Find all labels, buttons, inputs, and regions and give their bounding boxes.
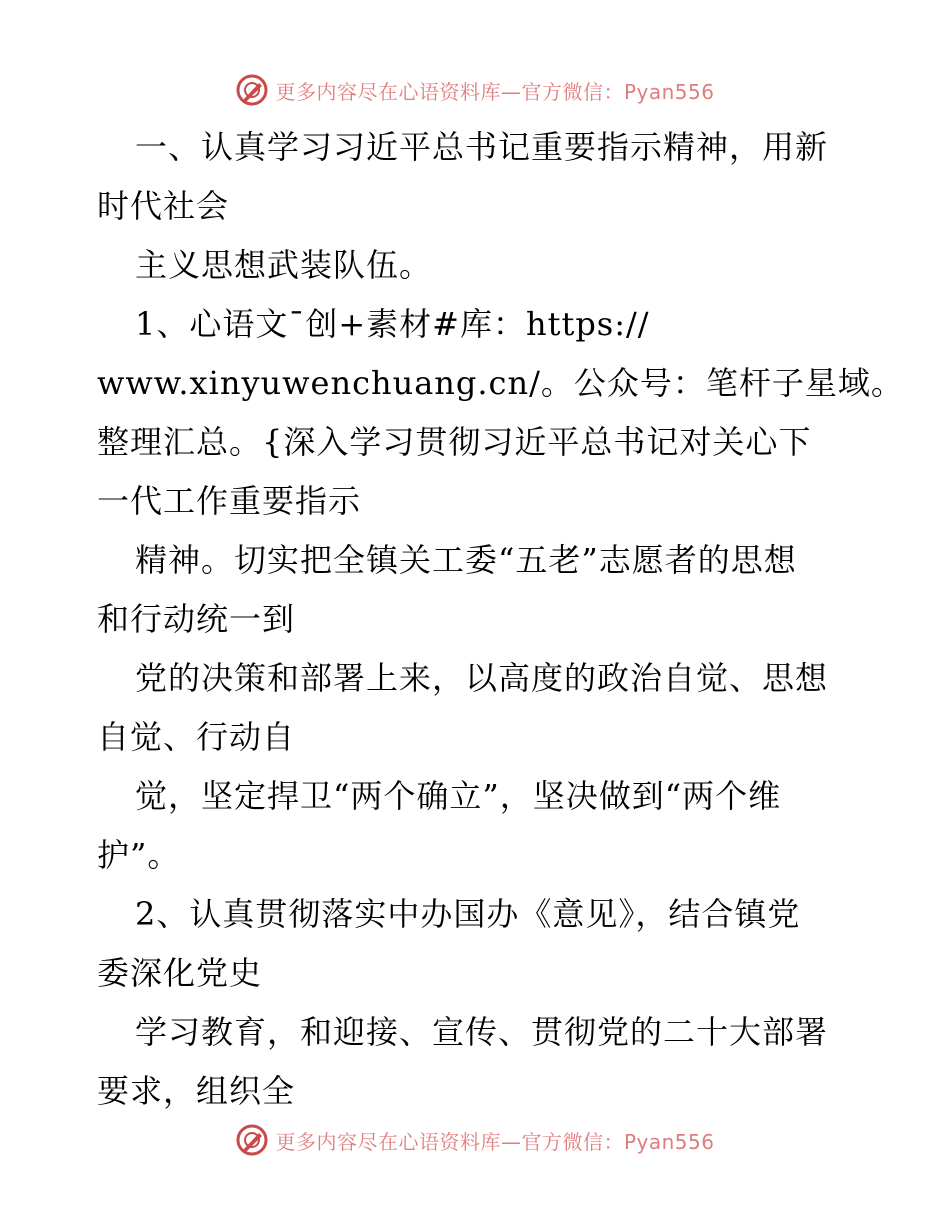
body-line: 护”。 xyxy=(97,836,181,874)
body-line: 委深化党史 xyxy=(97,954,263,992)
body-line: 要求，组织全 xyxy=(97,1072,296,1110)
brand-logo-icon xyxy=(235,1123,269,1157)
body-line: 党的决策和部署上来，以高度的政治自觉、思想 xyxy=(135,659,829,697)
body-line: 精神。切实把全镇关工委“五老”志愿者的思想 xyxy=(135,541,797,579)
header-banner-text: 更多内容尽在心语资料库—官方微信：Pyan556 xyxy=(275,79,715,104)
page-header-banner xyxy=(0,70,950,110)
page-footer-banner xyxy=(0,1120,950,1160)
body-line: 2、认真贯彻落实中办国办《意见》，结合镇党 xyxy=(135,895,801,933)
body-line: 学习教育，和迎接、宣传、贯彻党的二十大部署 xyxy=(135,1013,829,1051)
brand-logo-icon xyxy=(235,73,269,107)
body-line: 整理汇总。{深入学习贯彻习近平总书记对关心下 xyxy=(97,423,812,461)
document-body xyxy=(97,118,904,1121)
footer-banner-text: 更多内容尽在心语资料库—官方微信：Pyan556 xyxy=(275,1129,715,1154)
body-line: 觉，坚定捍卫“两个确立”，坚决做到“两个维 xyxy=(135,777,782,815)
body-line: 自觉、行动自 xyxy=(97,718,296,756)
body-line: 1、心语文¯创+素材#库：https:// xyxy=(135,305,650,343)
body-line: 一代工作重要指示 xyxy=(97,482,362,520)
body-line: 和行动统一到 xyxy=(97,600,296,638)
body-line: 主义思想武装队伍。 xyxy=(135,246,433,284)
body-line: www.xinyuwenchuang.cn/。公众号：笔杆子星域。 xyxy=(97,364,904,402)
body-line: 一、认真学习习近平总书记重要指示精神，用新 xyxy=(135,128,829,166)
body-line: 时代社会 xyxy=(97,187,230,225)
